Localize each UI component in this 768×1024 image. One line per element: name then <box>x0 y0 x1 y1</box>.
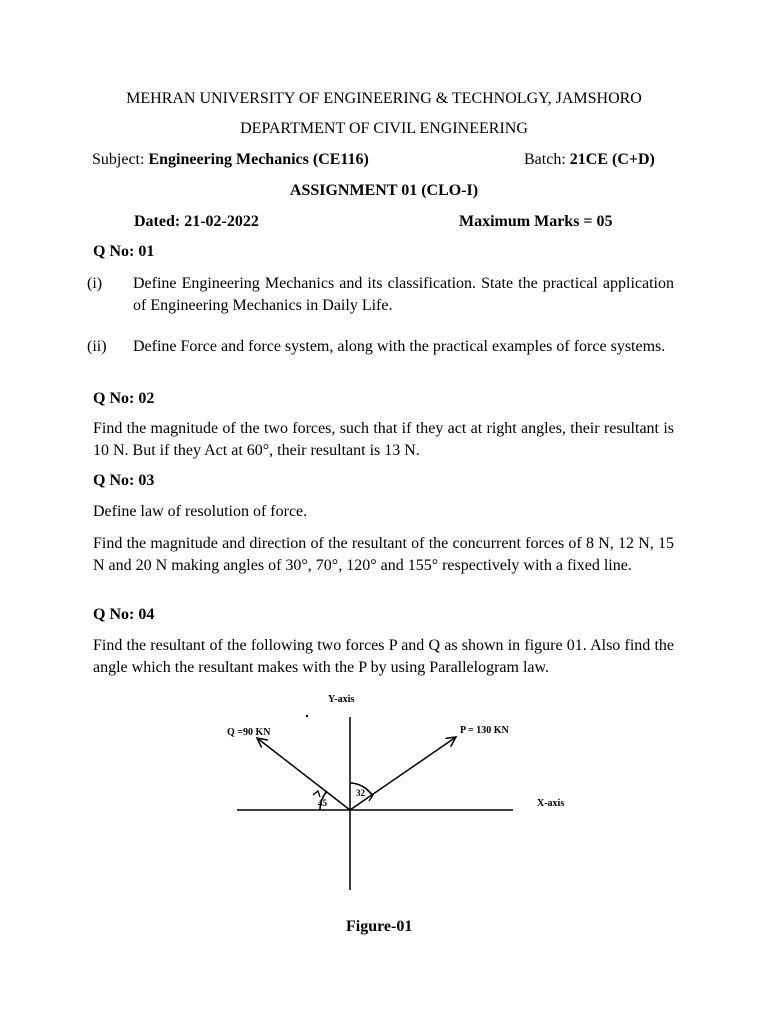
q4-heading: Q No: 04 <box>93 606 155 623</box>
q1-part-1-text: Define Engineering Mechanics and its classification. State the practical application of Engineering Mechanics in Daily Life. <box>133 275 674 314</box>
q2-heading: Q No: 02 <box>93 390 155 407</box>
q1-heading: Q No: 01 <box>93 243 155 260</box>
figure-caption: Figure-01 <box>346 918 413 935</box>
batch-label: Batch: <box>524 151 566 168</box>
q1-part-2-text: Define Force and force system, along with the practical examples of force systems. <box>133 338 666 355</box>
university-name: MEHRAN UNIVERSITY OF ENGINEERING & TECHNOLGY, JAMSHORO <box>126 90 642 107</box>
y-axis-label: Y-axis <box>328 694 355 705</box>
subject-value: Engineering Mechanics (CE116) <box>148 151 369 168</box>
angle-q-label: 45 <box>318 798 327 808</box>
force-q-arrow <box>257 738 350 810</box>
q1-part-2-number: (ii) <box>87 338 107 355</box>
max-marks: Maximum Marks = 05 <box>459 213 613 230</box>
q2-text: Find the magnitude of the two forces, such that if they act at right angles, their resultant is 10 N. But if they Act at 60°, their resultant is 13 N. <box>93 420 674 459</box>
subject-label: Subject: <box>92 151 145 168</box>
q1-part-1-number: (i) <box>87 275 103 292</box>
q3-text-1: Define law of resolution of force. <box>93 503 308 520</box>
force-q-label: Q =90 KN <box>227 727 271 738</box>
force-p-label: P = 130 KN <box>460 725 509 736</box>
batch-value: 21CE (C+D) <box>569 151 655 168</box>
department-name: DEPARTMENT OF CIVIL ENGINEERING <box>240 120 528 137</box>
q3-heading: Q No: 03 <box>93 472 155 489</box>
angle-arc-q-tick <box>313 791 320 797</box>
force-p-arrow <box>350 737 456 810</box>
dated: Dated: 21-02-2022 <box>134 213 259 230</box>
assignment-title: ASSIGNMENT 01 (CLO-I) <box>289 182 479 199</box>
q3-text-2: Find the magnitude and direction of the resultant of the concurrent forces of 8 N, 12 N, 15 N and 20 N making angles of 30°, 70°, 120° and 155° respectively with a fixed line. <box>93 535 674 574</box>
q4-text: Find the resultant of the following two forces P and Q as shown in figure 01. Also find the angle which the resultant makes with the P by using Parallelogram law. <box>93 637 674 676</box>
angle-p-label: 32 <box>356 788 365 798</box>
x-axis-label: X-axis <box>537 798 565 809</box>
stray-dot <box>306 715 308 717</box>
